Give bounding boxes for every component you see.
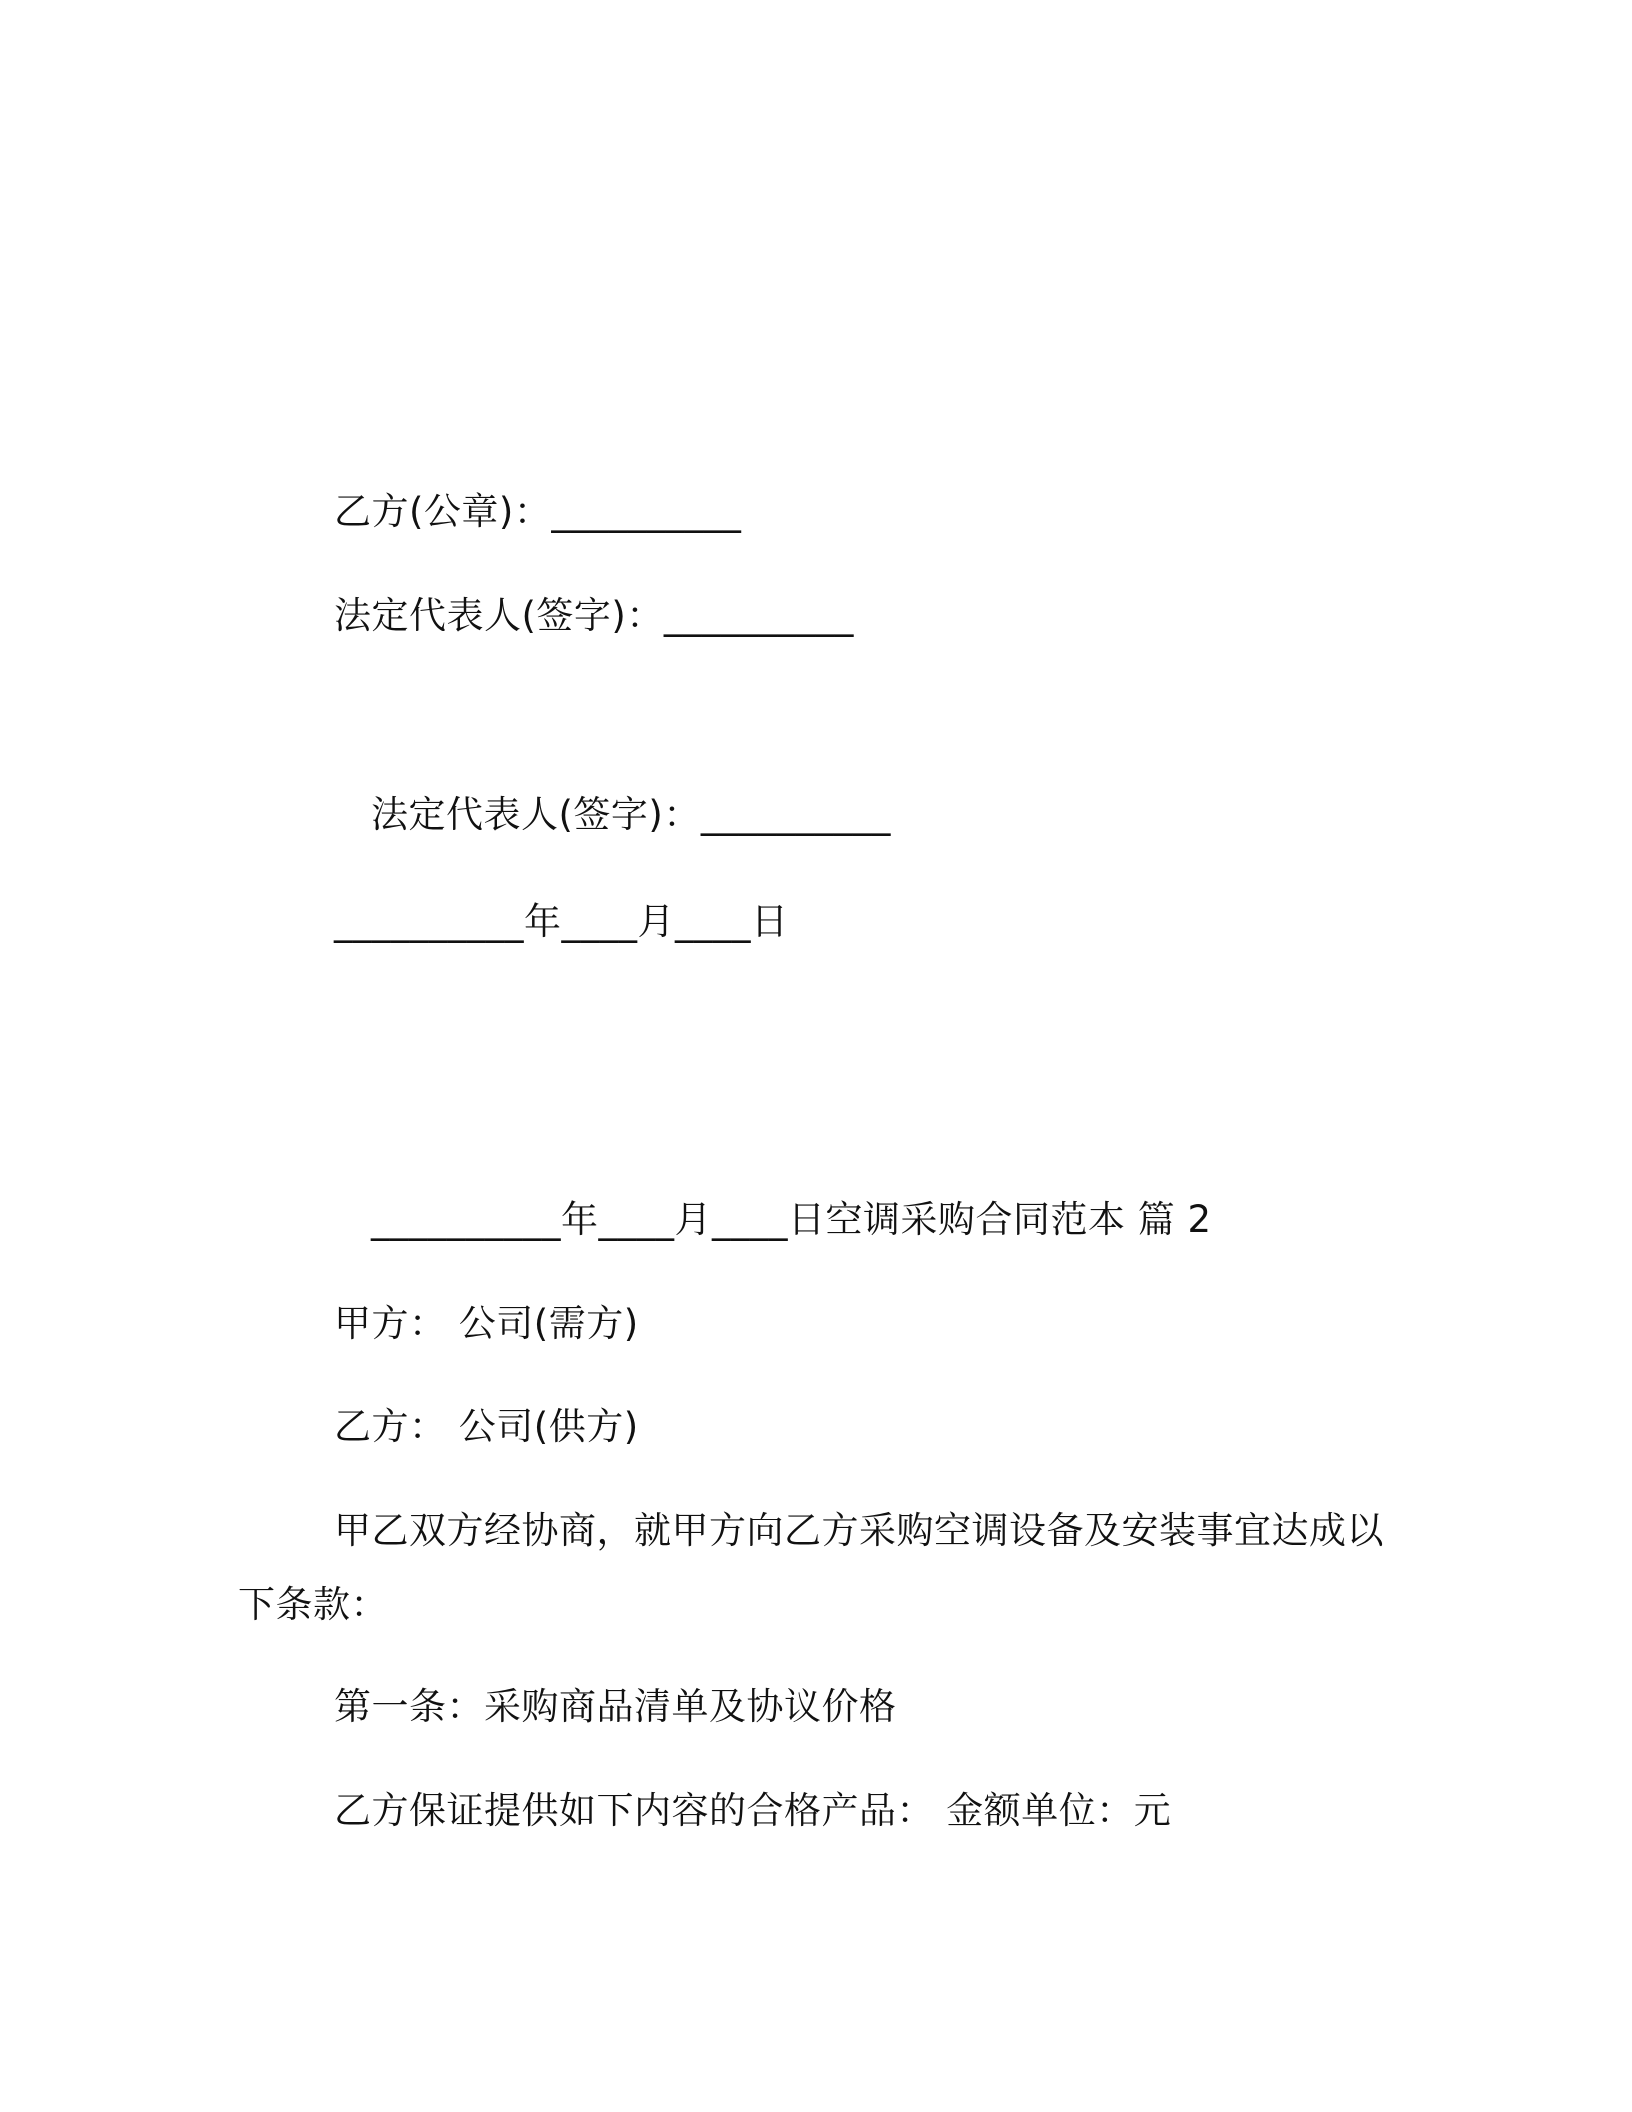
party-b-seal-line: 乙方(公章)：__________ — [334, 490, 742, 533]
agreement-paragraph-line-2: 下条款： — [238, 1583, 388, 1626]
section-title-line: __________年____月____日空调采购合同范本 篇 2 — [371, 1198, 1212, 1241]
article-one-title: 第一条：采购商品清单及协议价格 — [334, 1685, 897, 1728]
party-b-line: 乙方： 公司(供方) — [334, 1405, 639, 1448]
legal-representative-signature-line: 法定代表人(签字)：__________ — [334, 594, 854, 637]
date-line: __________年____月____日 — [334, 900, 789, 943]
party-a-line: 甲方： 公司(需方) — [334, 1302, 639, 1345]
legal-representative-signature-line-2: 法定代表人(签字)：__________ — [371, 793, 891, 836]
product-guarantee-line: 乙方保证提供如下内容的合格产品： 金额单位：元 — [334, 1789, 1172, 1832]
agreement-paragraph-line-1: 甲乙双方经协商，就甲方向乙方采购空调设备及安装事宜达成以 — [334, 1509, 1384, 1552]
